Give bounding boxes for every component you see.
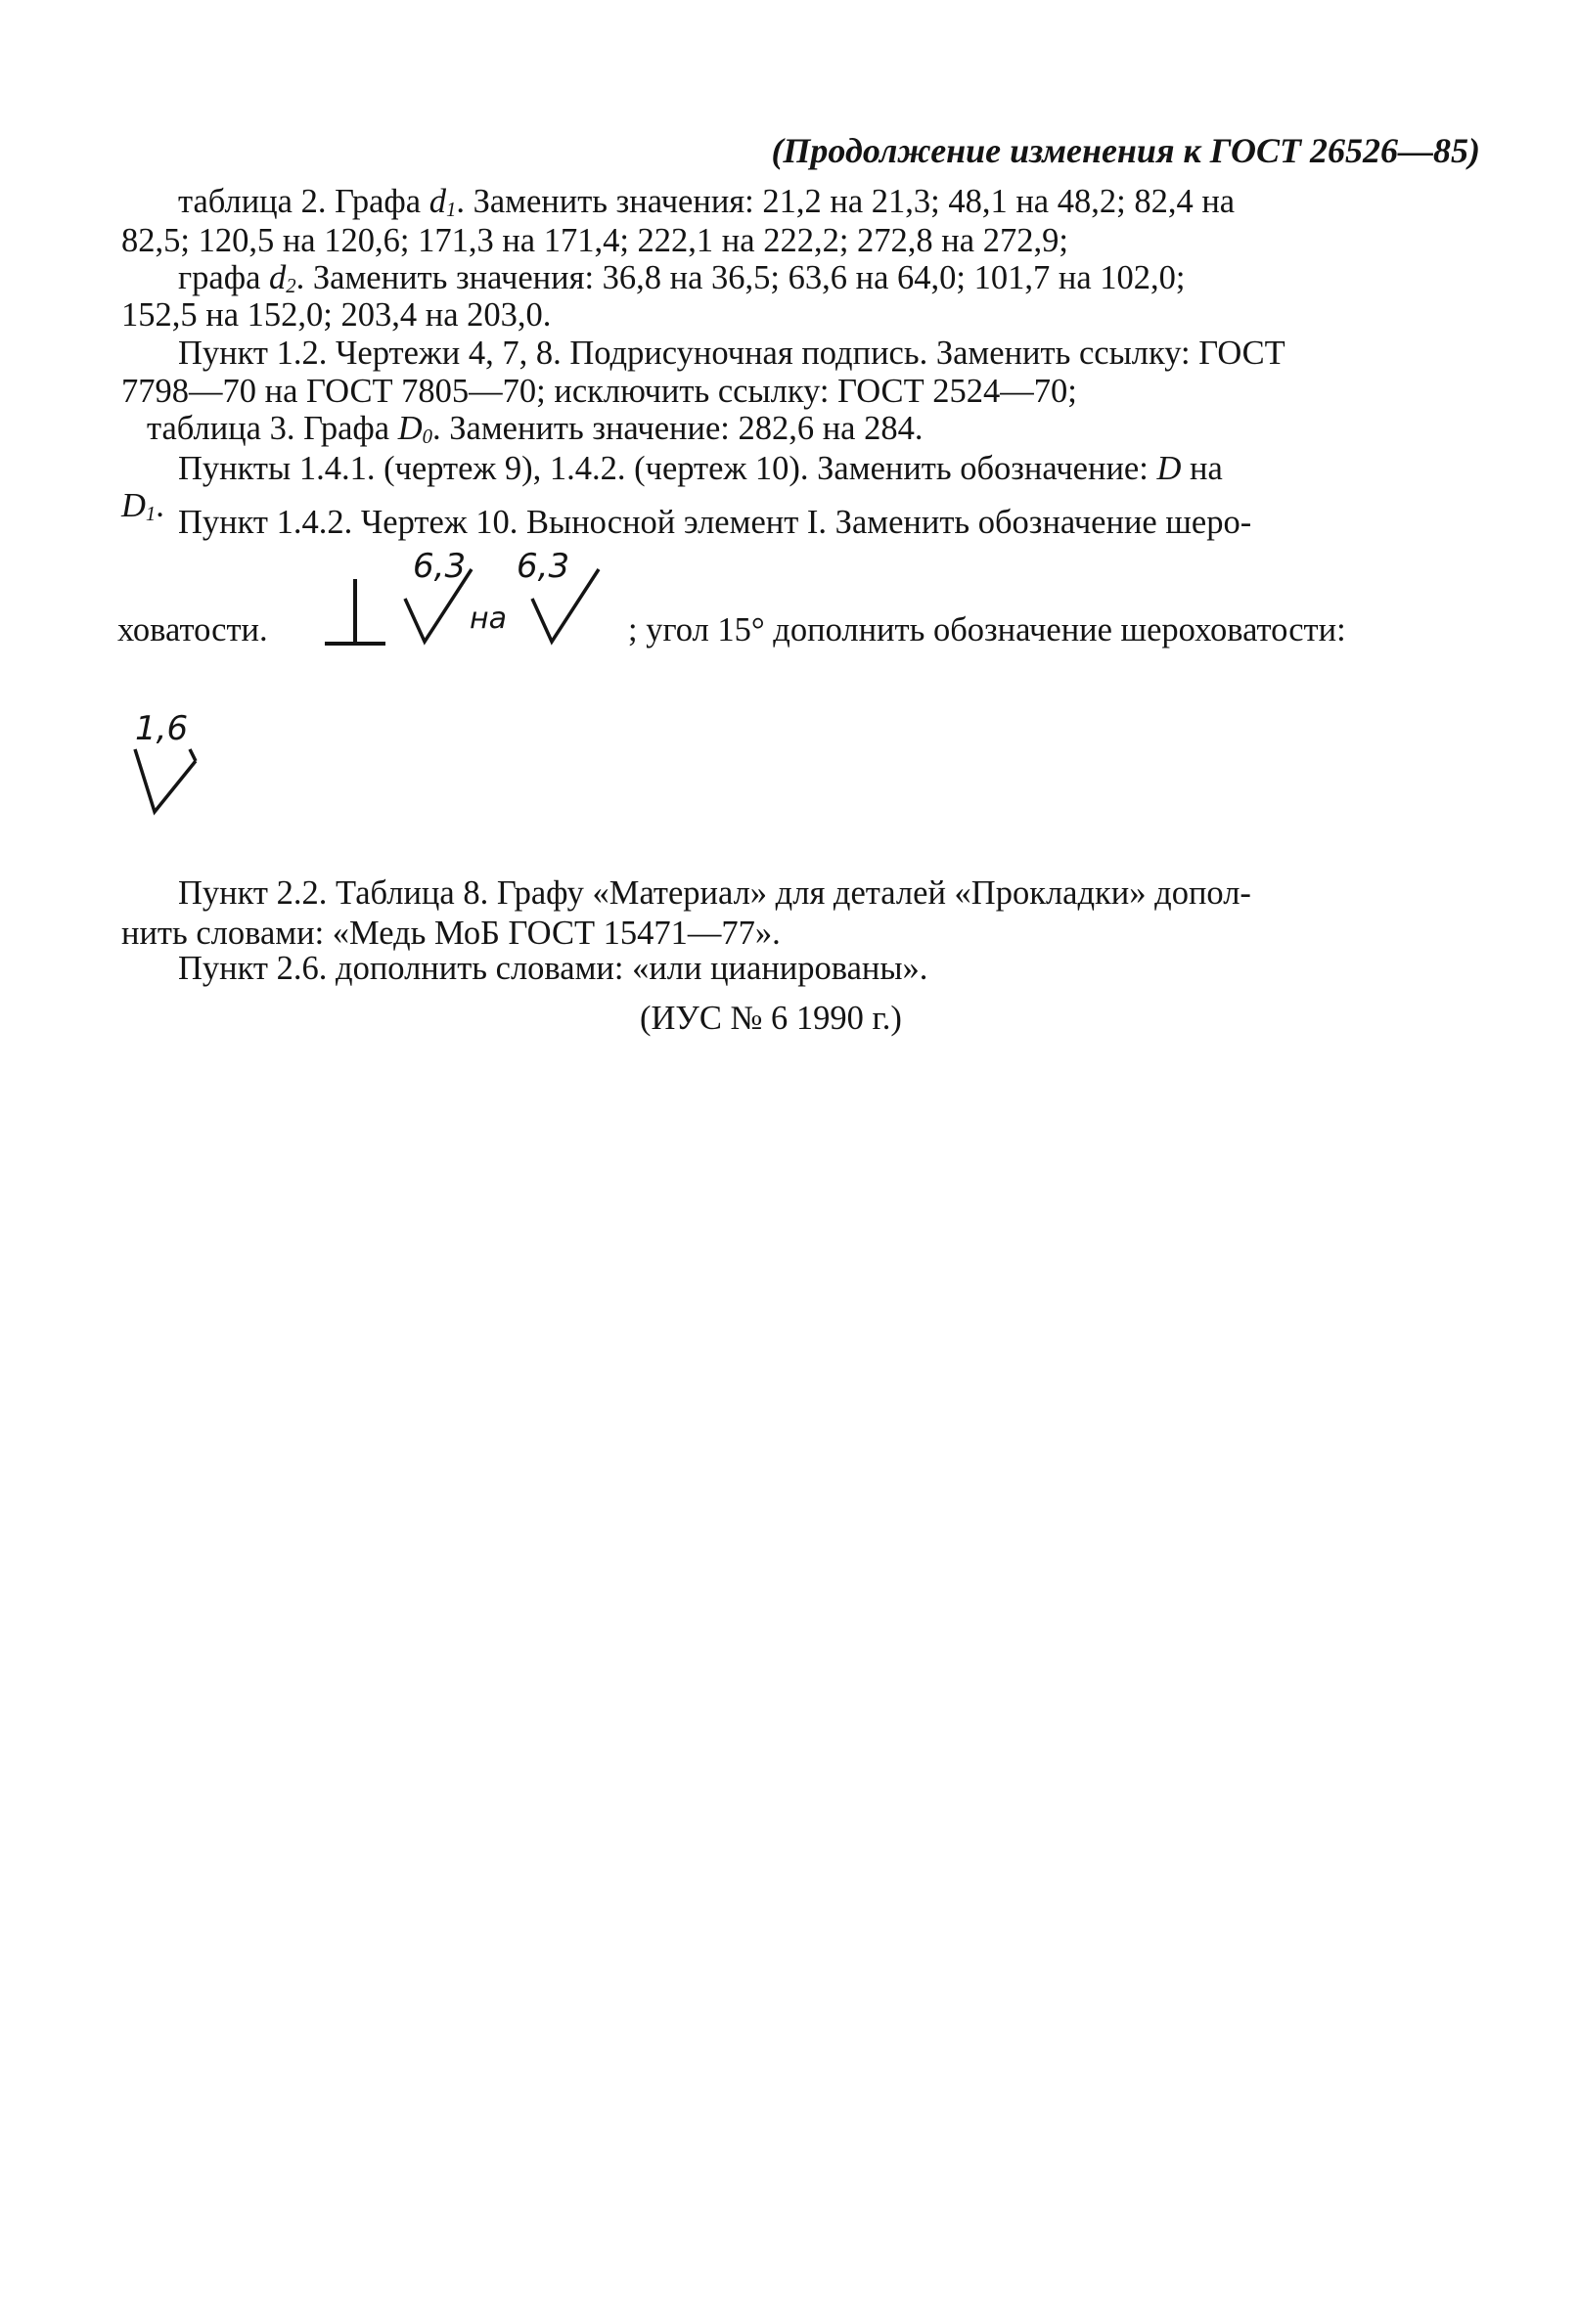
text-line bbox=[178, 183, 1236, 222]
roughness-new-value: 6,3 bbox=[517, 547, 570, 586]
symbol-d1: $d_1$ bbox=[428, 183, 457, 222]
text-segment: таблица 2. Графа bbox=[178, 183, 429, 220]
symbol-D: D bbox=[1156, 450, 1182, 487]
text-line: ; угол 15° дополнить обозначение шероховатости: bbox=[628, 611, 1346, 648]
text-line: ховатости. bbox=[117, 611, 268, 648]
text-line: нить словами: «Медь МоБ ГОСТ 15471—77». bbox=[121, 915, 781, 952]
text-line: Пункт 2.2. Таблица 8. Графу «Материал» для деталей «Прокладки» допол- bbox=[178, 874, 1251, 912]
text-segment: . bbox=[156, 487, 164, 524]
text-segment: графа bbox=[178, 259, 270, 296]
symbol-D0: $D_0$ bbox=[397, 410, 432, 449]
text-segment: . Заменить значения: 36,8 на 36,5; 63,6 на 64,0; 101,7 на 102,0; bbox=[295, 259, 1186, 296]
text-line: 7798—70 на ГОСТ 7805—70; исключить ссылку: ГОСТ 2524—70; bbox=[121, 373, 1077, 410]
page-header: (Продолжение изменения к ГОСТ 26526—85) bbox=[771, 131, 1480, 170]
text-line bbox=[178, 452, 1223, 486]
text-segment: таблица 3. Графа bbox=[147, 410, 398, 447]
text-line: Пункт 1.4.2. Чертеж 10. Выносной элемент I. Заменить обозначение шеро- bbox=[178, 504, 1252, 541]
text-segment: на bbox=[1181, 450, 1223, 487]
symbol-D1: $D_1$ bbox=[121, 487, 157, 526]
perpendicular-symbol-icon bbox=[321, 575, 389, 653]
text-segment: Пункты 1.4.1. (чертеж 9), 1.4.2. (чертеж 10). Заменить обозначение: bbox=[178, 450, 1157, 487]
text-line: Пункт 1.2. Чертежи 4, 7, 8. Подрисуночная подпись. Заменить ссылку: ГОСТ bbox=[178, 335, 1285, 372]
text-segment: . Заменить значения: 21,2 на 21,3; 48,1 на 48,2; 82,4 на bbox=[456, 183, 1236, 220]
text-line: 152,5 на 152,0; 203,4 на 203,0. bbox=[121, 296, 552, 334]
text-line: Пункт 2.6. дополнить словами: «или цианированы». bbox=[178, 950, 928, 987]
text-line: 82,5; 120,5 на 120,6; 171,3 на 171,4; 222,1 на 222,2; 272,8 на 272,9; bbox=[121, 222, 1068, 259]
text-line bbox=[121, 487, 164, 526]
roughness-angle-value: 1,6 bbox=[135, 709, 189, 748]
issue-reference: (ИУС № 6 1990 г.) bbox=[640, 1000, 902, 1037]
text-line bbox=[147, 410, 924, 449]
roughness-old-value: 6,3 bbox=[413, 547, 467, 586]
symbol-d2: $d_2$ bbox=[269, 259, 296, 298]
text-line bbox=[178, 259, 1186, 298]
roughness-connector: на bbox=[470, 602, 507, 636]
text-segment: . Заменить значение: 282,6 на 284. bbox=[431, 410, 924, 447]
